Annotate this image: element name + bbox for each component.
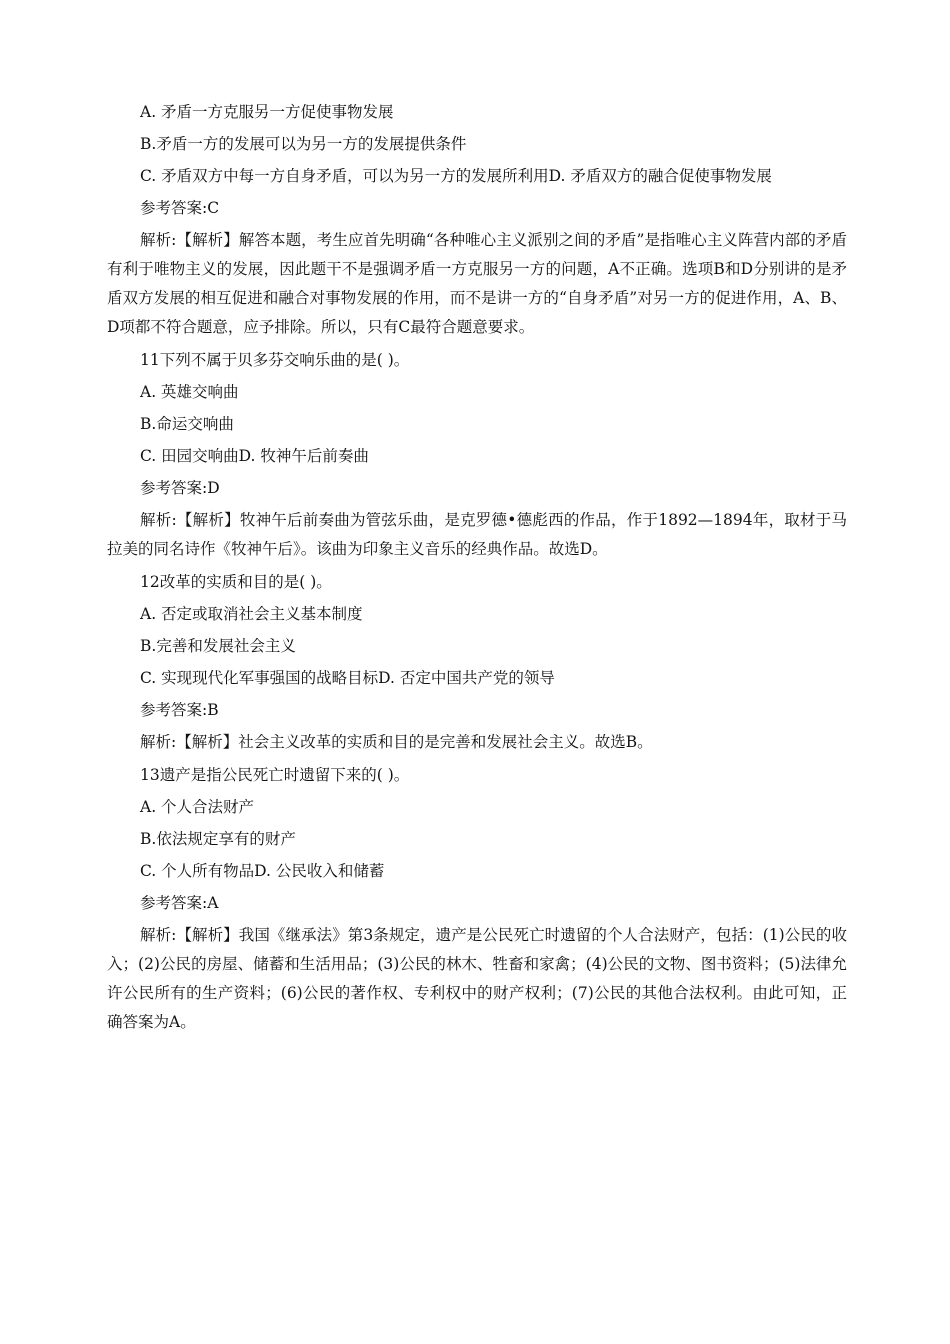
document-page [107, 96, 847, 1039]
reference-answer: 参考答案:D [140, 479, 220, 497]
option-a: A. 否定或取消社会主义基本制度 [140, 605, 363, 623]
reference-answer: 参考答案:A [140, 894, 219, 912]
reference-answer: 参考答案:C [140, 199, 220, 217]
question-13-block [107, 759, 847, 1039]
option-b: B.矛盾一方的发展可以为另一方的发展提供条件 [140, 135, 467, 153]
analysis-paragraph: 解析:【解析】社会主义改革的实质和目的是完善和发展社会主义。故选B。 [140, 733, 653, 751]
option-c-d: C. 矛盾双方中每一方自身矛盾，可以为另一方的发展所利用D. 矛盾双方的融合促使事物发展 [140, 167, 772, 185]
question-10-block [107, 96, 847, 344]
option-b: B.依法规定享有的财产 [140, 830, 296, 848]
option-a: A. 英雄交响曲 [140, 383, 239, 401]
option-c-d: C. 个人所有物品D. 公民收入和储蓄 [140, 862, 385, 880]
option-a: A. 个人合法财产 [140, 798, 255, 816]
analysis-paragraph: 解析:【解析】解答本题，考生应首先明确“各种唯心主义派别之间的矛盾”是指唯心主义阵营内部的矛盾有利于唯物主义的发展，因此题干不是强调矛盾一方克服另一方的问题，A不正确。选项B和D分别讲的是矛盾双方发展的相互促进和融合对事物发展的作用，而不是讲一方的“自身矛盾”对另一方的促进作用，A、B、D项都不符合题意，应予排除。所以，只有C最符合题意要求。 [107, 231, 847, 336]
question-11-block [107, 344, 847, 566]
analysis-paragraph: 解析:【解析】牧神午后前奏曲为管弦乐曲，是克罗德•德彪西的作品，作于1892—1894年，取材于马拉美的同名诗作《牧神午后》。该曲为印象主义音乐的经典作品。故选D。 [107, 511, 847, 558]
reference-answer: 参考答案:B [140, 701, 219, 719]
option-b: B.命运交响曲 [140, 415, 234, 433]
question-text: 11下列不属于贝多芬交响乐曲的是( )。 [140, 351, 410, 369]
option-b: B.完善和发展社会主义 [140, 637, 296, 655]
option-c-d: C. 田园交响曲D. 牧神午后前奏曲 [140, 447, 369, 465]
analysis-paragraph: 解析:【解析】我国《继承法》第3条规定，遗产是公民死亡时遗留的个人合法财产，包括：(1)公民的收入；(2)公民的房屋、储蓄和生活用品；(3)公民的林木、牲畜和家禽；(4)公民的文物、图书资料；(5)法律允许公民所有的生产资料；(6)公民的著作权、专利权中的财产权利；(7)公民的其他合法权利。由此可知，正确答案为A。 [107, 926, 847, 1031]
question-text: 12改革的实质和目的是( )。 [140, 573, 332, 591]
option-a: A. 矛盾一方克服另一方促使事物发展 [140, 103, 394, 121]
question-12-block [107, 566, 847, 759]
question-text: 13遗产是指公民死亡时遗留下来的( )。 [140, 766, 410, 784]
option-c-d: C. 实现现代化军事强国的战略目标D. 否定中国共产党的领导 [140, 669, 555, 687]
